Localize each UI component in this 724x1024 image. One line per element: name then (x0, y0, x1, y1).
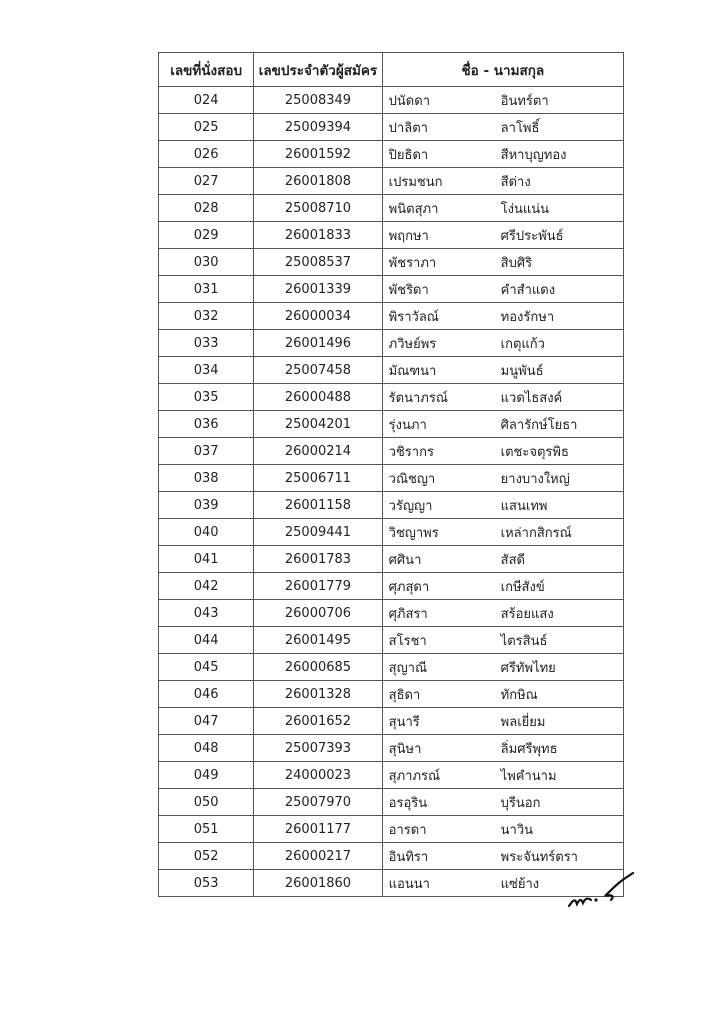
full-name-cell (382, 816, 623, 843)
table-body (159, 87, 624, 897)
first-name: สุนิษา (388, 741, 422, 757)
table-row (159, 249, 624, 276)
full-name-cell (382, 195, 623, 222)
applicant-id: 26001833 (254, 222, 382, 249)
seat-number: 042 (159, 573, 254, 600)
table-row (159, 681, 624, 708)
table-row (159, 330, 624, 357)
table-row (159, 492, 624, 519)
last-name: ทักษิณ (500, 687, 538, 703)
last-name: ศิลารักษ์โยธา (500, 417, 578, 433)
first-name: พฤกษา (388, 228, 429, 244)
last-name: โง่นแน่น (500, 201, 550, 217)
full-name-cell (382, 114, 623, 141)
seat-number: 027 (159, 168, 254, 195)
full-name-cell (382, 222, 623, 249)
table-row (159, 870, 624, 897)
table-row (159, 276, 624, 303)
seat-number: 026 (159, 141, 254, 168)
full-name-cell (382, 303, 623, 330)
seat-number: 039 (159, 492, 254, 519)
applicant-id: 26000488 (254, 384, 382, 411)
full-name-cell (382, 600, 623, 627)
header-applicant-id: เลขประจำตัวผู้สมัคร (254, 53, 382, 87)
seat-number: 044 (159, 627, 254, 654)
first-name: มัณฑนา (388, 363, 437, 379)
full-name-cell (382, 465, 623, 492)
table-row (159, 168, 624, 195)
seat-number: 053 (159, 870, 254, 897)
seat-number: 029 (159, 222, 254, 249)
first-name: แอนนา (388, 876, 430, 892)
full-name-cell (382, 573, 623, 600)
applicant-id: 26001177 (254, 816, 382, 843)
last-name: ไพคำนาม (500, 768, 557, 784)
table-row (159, 114, 624, 141)
table-row (159, 411, 624, 438)
table-row (159, 816, 624, 843)
applicant-id: 25007458 (254, 357, 382, 384)
table-row (159, 357, 624, 384)
last-name: ไตรสินธ์ (500, 633, 548, 649)
full-name-cell (382, 357, 623, 384)
full-name-cell (382, 276, 623, 303)
seat-number: 025 (159, 114, 254, 141)
full-name-cell (382, 411, 623, 438)
table-row (159, 843, 624, 870)
last-name: แสนเทพ (500, 498, 548, 514)
last-name: สร้อยแสง (500, 606, 554, 622)
last-name: ศรีทัพไทย (500, 660, 556, 676)
table-row (159, 654, 624, 681)
last-name: ลาโพธิ์ (500, 120, 540, 136)
table-row (159, 438, 624, 465)
applicant-id: 25004201 (254, 411, 382, 438)
seat-number: 038 (159, 465, 254, 492)
seat-number: 041 (159, 546, 254, 573)
first-name: ปิยธิดา (388, 147, 429, 163)
table-row (159, 87, 624, 114)
first-name: เปรมชนก (388, 174, 443, 190)
first-name: อินทิรา (388, 849, 429, 865)
last-name: แวดไธสงค์ (500, 390, 563, 406)
seat-number: 028 (159, 195, 254, 222)
seat-number: 047 (159, 708, 254, 735)
full-name-cell (382, 681, 623, 708)
first-name: สโรชา (388, 633, 427, 649)
seat-number: 051 (159, 816, 254, 843)
last-name: พลเยี่ยม (500, 714, 546, 730)
last-name: เกตุแก้ว (500, 336, 545, 352)
seat-number: 030 (159, 249, 254, 276)
table-row (159, 546, 624, 573)
first-name: พัชราภา (388, 255, 437, 271)
first-name: สุญาณี (388, 660, 428, 676)
last-name: ลิ่มศรีพุทธ (500, 741, 558, 757)
full-name-cell (382, 87, 623, 114)
full-name-cell (382, 789, 623, 816)
seat-number: 052 (159, 843, 254, 870)
last-name: ศรีประพันธ์ (500, 228, 564, 244)
seat-number: 045 (159, 654, 254, 681)
first-name: รุ่งนภา (388, 417, 427, 433)
table-row (159, 519, 624, 546)
applicant-id: 26000217 (254, 843, 382, 870)
first-name: วณิชญา (388, 471, 436, 487)
first-name: วชิรากร (388, 444, 434, 460)
full-name-cell (382, 438, 623, 465)
table-row (159, 465, 624, 492)
full-name-cell (382, 384, 623, 411)
seat-number: 043 (159, 600, 254, 627)
signature-icon (565, 870, 645, 915)
last-name: เกษีสังข์ (500, 579, 545, 595)
seat-number: 040 (159, 519, 254, 546)
applicant-id: 25008710 (254, 195, 382, 222)
first-name: รัตนาภรณ์ (388, 390, 448, 406)
last-name: คำสำแดง (500, 282, 556, 298)
applicant-id: 25007393 (254, 735, 382, 762)
last-name: พระจันทร์ตรา (500, 849, 578, 865)
applicant-id: 25006711 (254, 465, 382, 492)
full-name-cell (382, 249, 623, 276)
full-name-cell (382, 762, 623, 789)
first-name: ปาลิตา (388, 120, 428, 136)
seat-number: 033 (159, 330, 254, 357)
applicant-id: 26001328 (254, 681, 382, 708)
applicant-id: 25009394 (254, 114, 382, 141)
table-row (159, 222, 624, 249)
last-name: นาวิน (500, 822, 534, 838)
table-row (159, 708, 624, 735)
seat-number: 048 (159, 735, 254, 762)
last-name: สีหาบุญทอง (500, 147, 567, 163)
applicant-id: 26001495 (254, 627, 382, 654)
applicant-id: 26001158 (254, 492, 382, 519)
applicant-id: 26000034 (254, 303, 382, 330)
applicant-id: 26000706 (254, 600, 382, 627)
table-row (159, 735, 624, 762)
last-name: มนูพันธ์ (500, 363, 544, 379)
table-row (159, 789, 624, 816)
full-name-cell (382, 627, 623, 654)
seat-number: 024 (159, 87, 254, 114)
table-row (159, 141, 624, 168)
last-name: ยางบางใหญ่ (500, 471, 570, 487)
full-name-cell (382, 546, 623, 573)
applicant-id: 26001339 (254, 276, 382, 303)
last-name: เหล่ากสิกรณ์ (500, 525, 572, 541)
last-name: บุรีนอก (500, 795, 541, 811)
last-name: แซ่ย้าง (500, 876, 540, 892)
last-name: ทองรักษา (500, 309, 555, 325)
applicant-id: 25008537 (254, 249, 382, 276)
exam-seating-table (158, 52, 624, 897)
applicant-id: 24000023 (254, 762, 382, 789)
full-name-cell (382, 708, 623, 735)
first-name: ศุภิสรา (388, 606, 428, 622)
applicant-id: 26000685 (254, 654, 382, 681)
applicant-id: 25008349 (254, 87, 382, 114)
applicant-id: 26001496 (254, 330, 382, 357)
applicant-id: 25009441 (254, 519, 382, 546)
seat-number: 046 (159, 681, 254, 708)
seat-number: 049 (159, 762, 254, 789)
seat-number: 032 (159, 303, 254, 330)
last-name: สีด่าง (500, 174, 531, 190)
last-name: สัสดี (500, 552, 525, 568)
header-full-name: ชื่อ - นามสกุล (382, 53, 623, 87)
full-name-cell (382, 168, 623, 195)
first-name: พัชริดา (388, 282, 429, 298)
full-name-cell (382, 330, 623, 357)
table-row (159, 600, 624, 627)
first-name: อารดา (388, 822, 427, 838)
seat-number: 050 (159, 789, 254, 816)
first-name: วิชญาพร (388, 525, 439, 541)
applicant-id: 26001860 (254, 870, 382, 897)
first-name: ศศินา (388, 552, 422, 568)
table-row (159, 195, 624, 222)
full-name-cell (382, 141, 623, 168)
full-name-cell (382, 492, 623, 519)
first-name: ปนัดดา (388, 93, 430, 109)
applicant-id: 25007970 (254, 789, 382, 816)
full-name-cell (382, 654, 623, 681)
first-name: สุนารี (388, 714, 420, 730)
table-row (159, 573, 624, 600)
first-name: วรัญญา (388, 498, 433, 514)
applicant-id: 26001592 (254, 141, 382, 168)
applicant-id: 26001652 (254, 708, 382, 735)
first-name: พิราวัลณ์ (388, 309, 439, 325)
first-name: อรอุริน (388, 795, 428, 811)
seat-number: 037 (159, 438, 254, 465)
table-row (159, 303, 624, 330)
first-name: ภวิษย์พร (388, 336, 437, 352)
seat-number: 031 (159, 276, 254, 303)
first-name: ศุภสุดา (388, 579, 430, 595)
seat-number: 035 (159, 384, 254, 411)
table-header-row (159, 53, 624, 87)
full-name-cell (382, 735, 623, 762)
first-name: สุธิดา (388, 687, 421, 703)
applicant-id: 26001779 (254, 573, 382, 600)
last-name: สิบศิริ (500, 255, 533, 271)
seat-number: 034 (159, 357, 254, 384)
applicant-id: 26001783 (254, 546, 382, 573)
header-seat-number: เลขที่นั่งสอบ (159, 53, 254, 87)
last-name: อินทร์ตา (500, 93, 549, 109)
seat-number: 036 (159, 411, 254, 438)
table-row (159, 627, 624, 654)
table-row (159, 762, 624, 789)
applicant-id: 26000214 (254, 438, 382, 465)
table-row (159, 384, 624, 411)
full-name-cell (382, 843, 623, 870)
applicant-id: 26001808 (254, 168, 382, 195)
last-name: เตชะจตุรพิธ (500, 444, 569, 460)
first-name: สุภาภรณ์ (388, 768, 441, 784)
first-name: พนิตสุภา (388, 201, 439, 217)
full-name-cell (382, 519, 623, 546)
